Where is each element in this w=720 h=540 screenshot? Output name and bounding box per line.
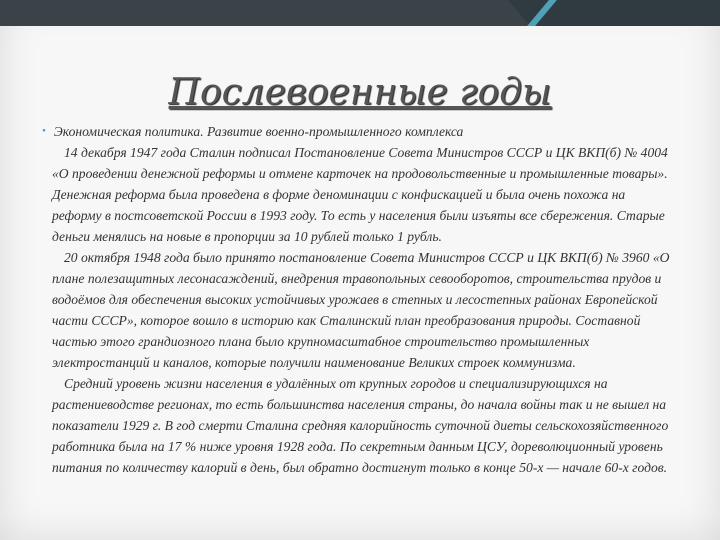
slide-title: Послевоенные годы — [168, 72, 552, 113]
top-accent-block — [530, 0, 720, 26]
paragraph-nature-plan: 20 октября 1948 года было принято постановление Совета Министров СССР и ЦК ВКП(б) № 3960 «О плане полезащитных лесонасаждений, внедрения травопольных севооборотов, строительства прудов и водоёмов для обеспечения высоких устойчивых урожаев в степных и лесостепных районах Европейской части СССР», которое вошло в историю как Сталинский план преобразования природы. Составной частью этого грандиозного плана было крупномасштабное строительство промышленных электростанций и каналов, которые получили наименование Великих строек коммунизма. — [52, 250, 670, 370]
bullet-item — [42, 121, 672, 142]
bullet-icon: • — [42, 125, 46, 137]
accent-stripe — [527, 0, 557, 26]
slide-body — [42, 121, 672, 478]
bullet-text: Экономическая политика. Развитие военно-промышленного комплекса — [53, 124, 464, 139]
top-decor-bar — [0, 0, 720, 26]
paragraph-living-standard: Средний уровень жизни населения в удалённых от крупных городов и специализирующихся на растениеводстве регионах, то есть большинства населения страны, до начала войны так и не вышел на показатели 1929 г. В год смерти Сталина средняя калорийность суточной диеты сельскохозяйственного работника была на 17 % ниже уровня 1928 года. По секретным данным ЦСУ, дореволюционный уровень питания по количеству калорий в день, был обратно достигнут только в конце 50-х — начале 60-х годов. — [52, 376, 669, 475]
paragraph-currency-reform: 14 декабря 1947 года Сталин подписал Постановление Совета Министров СССР и ЦК ВКП(б) № 4004 «О проведении денежной реформы и отмене карточек на продовольственные и промышленные товары». Денежная реформа была проведена в форме деноминации с конфискацией и была очень похожа на реформу в постсоветской России в 1993 году. То есть у населения были изъяты все сбережения. Старые деньги менялись на новые в пропорции за 10 рублей только 1 рубль. — [52, 145, 668, 244]
